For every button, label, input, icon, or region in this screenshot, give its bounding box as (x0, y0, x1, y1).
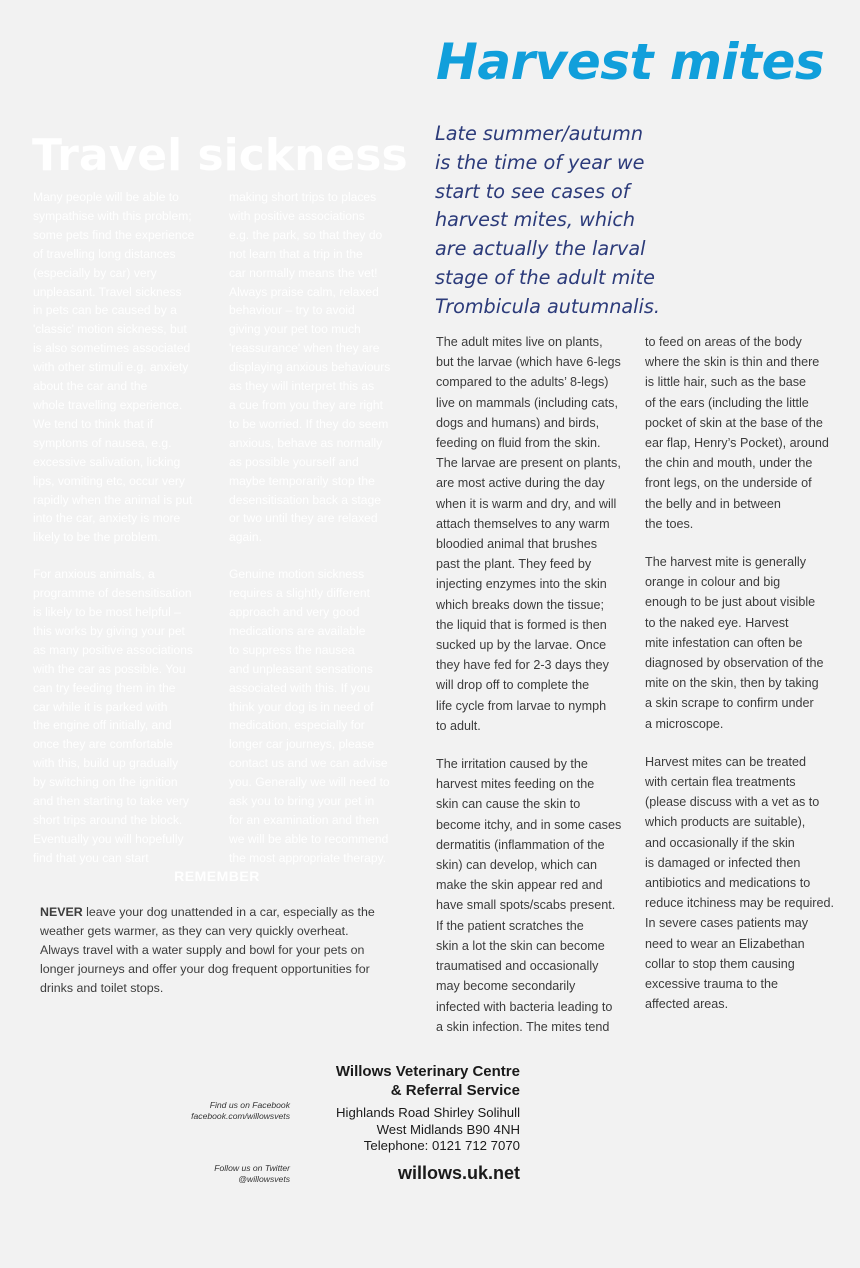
travel-paragraph-positive-trips-line: 'reassurance' when they are (229, 341, 380, 356)
harvest-paragraph-adult-mites-line: live on mammals (including cats, (436, 395, 618, 410)
harvest-paragraph-irritation-line: make the skin appear red and (436, 878, 603, 893)
travel-paragraph-desensitisation-line: by switching on the ignition (33, 775, 178, 790)
travel-paragraph-positive-trips-line: maybe temporarily stop the (229, 473, 375, 488)
travel-paragraph-causes-line: is also sometimes associated (33, 341, 191, 356)
harvest-paragraph-treatment-line: Harvest mites can be treated (645, 754, 806, 769)
harvest-paragraph-adult-mites-line: The adult mites live on plants, (436, 335, 603, 349)
remember-note-line-1: NEVER leave your dog unattended in a car, especially as the (40, 905, 375, 919)
travel-paragraph-positive-trips-line: making short trips to places (229, 190, 377, 204)
travel-paragraph-positive-trips (229, 188, 409, 547)
harvest-paragraph-irritation-line: harvest mites feeding on the (436, 777, 595, 792)
travel-paragraph-causes-line: into the car, anxiety is more (33, 511, 181, 526)
harvest-paragraph-feeding-areas-line: to feed on areas of the body (645, 335, 802, 349)
travel-paragraph-causes-line: some pets find the experience (33, 227, 195, 242)
harvest-paragraph-adult-mites-line: to adult. (436, 718, 481, 733)
travel-paragraph-positive-trips-line: with positive associations (229, 208, 365, 223)
travel-paragraph-desensitisation-line: with this, build up gradually (33, 756, 179, 771)
harvest-paragraph-feeding-areas-line: ear flap, Henry’s Pocket), around (645, 436, 829, 451)
never-emphasis: NEVER (40, 905, 83, 919)
travel-paragraph-positive-trips-line: Always praise calm, relaxed (229, 284, 379, 299)
website-link[interactable]: willows.uk.net (397, 1163, 520, 1183)
harvest-paragraph-adult-mites (436, 332, 636, 736)
twitter-info (214, 1163, 290, 1184)
remember-note-line-4: longer journeys and offer your dog frequent opportunities for (40, 962, 370, 976)
harvest-paragraph-treatment-line: and occasionally if the skin (645, 835, 795, 850)
harvest-mites-intro-line: stage of the adult mite (435, 265, 655, 289)
travel-paragraph-desensitisation-line: this works by giving your pet (33, 623, 185, 638)
harvest-mites-intro-line: Trombicula autumnalis. (435, 294, 660, 318)
travel-paragraph-desensitisation-line: can try feeding them in the (33, 680, 176, 695)
harvest-paragraph-adult-mites-line: compared to the adults’ 8-legs) (436, 375, 609, 390)
travel-paragraph-positive-trips-line: e.g. the park, so that they do (229, 227, 383, 242)
travel-paragraph-desensitisation-line: car while it is parked with (33, 699, 168, 714)
harvest-paragraph-adult-mites-line: attach themselves to any warm (436, 516, 610, 531)
harvest-paragraph-adult-mites-line: are most active during the day (436, 476, 605, 491)
travel-paragraph-causes-line: of travelling long distances (33, 246, 176, 261)
travel-paragraph-positive-trips-line: to be worried. If they do seem (229, 416, 389, 431)
travel-paragraph-positive-trips-line: behaviour – try to avoid (229, 303, 355, 318)
harvest-paragraph-appearance-line: enough to be just about visible (645, 595, 816, 610)
travel-paragraph-desensitisation-line: and then starting to take very (33, 794, 189, 809)
harvest-paragraph-treatment-line: is damaged or infected then (645, 855, 801, 870)
harvest-paragraph-feeding-areas (645, 332, 855, 534)
travel-paragraph-medication-line: to suppress the nausea (229, 642, 355, 657)
harvest-paragraph-appearance-line: to the naked eye. Harvest (645, 615, 789, 630)
travel-paragraph-positive-trips-line: desensitisation back a stage (229, 492, 381, 507)
practice-name: Willows Veterinary Centre & Referral Service (335, 1063, 520, 1099)
harvest-paragraph-irritation-line: dermatitis (inflammation of the (436, 837, 605, 852)
harvest-paragraph-feeding-areas-line: front legs, on the underside of (645, 476, 812, 491)
travel-paragraph-medication-line: ask you to bring your pet in (229, 794, 375, 809)
travel-paragraph-positive-trips-line: again. (229, 530, 262, 545)
harvest-mites-intro-line: is the time of year we (435, 150, 645, 174)
travel-paragraph-causes-line: unpleasant. Travel sickness (33, 284, 182, 299)
remember-note-line-3: Always travel with a water supply and bowl for your pets on (40, 943, 365, 957)
harvest-paragraph-treatment-line: affected areas. (645, 997, 729, 1012)
travel-paragraph-positive-trips-line: anxious, behave as normally (229, 435, 383, 450)
travel-paragraph-causes-line: excessive salivation, licking (33, 454, 181, 469)
remember-note (40, 903, 420, 998)
harvest-paragraph-irritation-line: skin can cause the skin to (436, 797, 581, 812)
travel-paragraph-desensitisation-line: as many positive associations (33, 642, 193, 657)
address-street: Highlands Road Shirley Solihull (336, 1105, 520, 1120)
harvest-paragraph-treatment (645, 752, 855, 1015)
harvest-paragraph-appearance (645, 552, 855, 734)
harvest-column-left (436, 332, 636, 1037)
travel-paragraph-medication-line: contact us and we can advise (229, 756, 388, 771)
travel-paragraph-causes-line: about the car and the (33, 379, 148, 394)
travel-paragraph-medication-line: for an examination and then (229, 813, 379, 827)
travel-paragraph-desensitisation-line: For anxious animals, a (33, 567, 155, 582)
travel-paragraph-causes-line: likely to be the problem. (33, 530, 161, 545)
harvest-paragraph-treatment-line: reduce itchiness may be required. (645, 896, 835, 911)
travel-paragraph-causes-line: with other stimuli e.g. anxiety (33, 360, 189, 375)
harvest-paragraph-treatment-line: In severe cases patients may (645, 916, 809, 931)
travel-paragraph-desensitisation-line: with the car as possible. You (33, 661, 186, 676)
facebook-link[interactable]: facebook.com/willowsvets (191, 1110, 290, 1121)
harvest-mites-intro-line: are actually the larval (435, 237, 646, 261)
harvest-column-right (645, 332, 855, 1015)
travel-column-left (33, 188, 218, 868)
harvest-mites-title: Harvest mites (436, 33, 825, 91)
travel-paragraph-medication-line: Genuine motion sickness (229, 567, 365, 582)
travel-paragraph-causes-line: sympathise with this problem; (33, 208, 192, 223)
harvest-paragraph-appearance-line: diagnosed by observation of the (645, 656, 824, 671)
harvest-paragraph-appearance-line: a microscope. (645, 716, 724, 731)
travel-paragraph-desensitisation-line: programme of desensitisation (33, 586, 192, 601)
facebook-label: Find us on Facebook (209, 1100, 290, 1110)
harvest-paragraph-treatment-line: need to wear an Elizabethan (645, 936, 805, 951)
harvest-paragraph-feeding-areas-line: the chin and mouth, under the (645, 456, 813, 471)
harvest-paragraph-appearance-line: a skin scrape to confirm under (645, 696, 814, 711)
travel-paragraph-medication (229, 565, 409, 868)
travel-column-right (229, 188, 409, 868)
travel-paragraph-medication-line: medication, especially for (229, 718, 365, 733)
practice-address (336, 1105, 520, 1155)
travel-paragraph-desensitisation-line: is likely to be most helpful – (33, 605, 181, 620)
harvest-paragraph-adult-mites-line: will drop off to complete the (436, 678, 590, 693)
harvest-paragraph-adult-mites-line: but the larvae (which have 6-legs (436, 355, 621, 370)
harvest-paragraph-treatment-line: which products are suitable), (645, 815, 806, 830)
harvest-paragraph-feeding-areas-line: the belly and in between (645, 496, 781, 511)
travel-paragraph-causes-line: (especially by car) very (33, 265, 157, 280)
harvest-mites-intro-line: harvest mites, which (435, 208, 636, 232)
remember-note-line-5: drinks and toilet stops. (40, 981, 164, 995)
harvest-paragraph-feeding-areas-line: is little hair, such as the base (645, 375, 807, 390)
harvest-paragraph-adult-mites-line: sucked up by the larvae. Once (436, 638, 607, 653)
harvest-paragraph-irritation-line: traumatised and occasionally (436, 959, 599, 974)
travel-paragraph-causes-line: Many people will be able to (33, 190, 179, 204)
travel-paragraph-causes-line: in pets can be caused by a (33, 303, 177, 318)
travel-paragraph-causes-line: rapidly when the animal is put (33, 492, 193, 507)
facebook-info (191, 1100, 290, 1121)
travel-paragraph-positive-trips-line: or two until they are relaxed (229, 511, 378, 526)
twitter-link[interactable]: @willowsvets (238, 1173, 290, 1184)
travel-paragraph-medication-line: think your dog is in need of (229, 699, 374, 714)
travel-paragraph-positive-trips-line: car normally means the vet! (229, 265, 378, 280)
harvest-paragraph-adult-mites-line: The larvae are present on plants, (436, 456, 621, 471)
travel-paragraph-medication-line: approach and very good (229, 605, 360, 620)
harvest-paragraph-irritation-line: infected with bacteria leading to (436, 999, 613, 1014)
harvest-paragraph-appearance-line: mite infestation can often be (645, 635, 803, 650)
harvest-paragraph-irritation-line: skin a lot the skin can become (436, 938, 605, 953)
travel-paragraph-desensitisation-line: once they are comfortable (33, 737, 173, 752)
travel-paragraph-desensitisation-line: short trips around the block. (33, 813, 183, 827)
travel-paragraph-medication-line: associated with this. If you (229, 680, 371, 695)
travel-paragraph-causes-line: symptoms of nausea, e.g. (33, 435, 172, 450)
harvest-paragraph-appearance-line: The harvest mite is generally (645, 555, 806, 570)
harvest-paragraph-feeding-areas-line: pocket of skin at the base of the (645, 415, 823, 430)
travel-paragraph-medication-line: medications are available (229, 623, 366, 638)
harvest-paragraph-treatment-line: excessive trauma to the (645, 977, 778, 992)
travel-paragraph-medication-line: you. Generally we will need to (229, 775, 390, 790)
travel-paragraph-positive-trips-line: a cue from you they are right (229, 397, 383, 412)
travel-paragraph-positive-trips-line: as possible yourself and (229, 454, 359, 469)
harvest-paragraph-feeding-areas-line: the toes. (645, 516, 694, 531)
remember-heading: REMEMBER (174, 868, 260, 884)
harvest-mites-intro (435, 120, 660, 322)
harvest-paragraph-adult-mites-line: which breaks down the tissue; (436, 597, 605, 612)
travel-paragraph-causes-line: We tend to think that if (33, 416, 154, 431)
travel-paragraph-desensitisation-line: find that you can start (33, 850, 149, 865)
travel-paragraph-positive-trips-line: as they will interpret this as (229, 379, 375, 394)
remember-note-line-2: weather gets warmer, as they can very quickly overheat. (40, 924, 349, 938)
harvest-paragraph-appearance-line: orange in colour and big (645, 575, 781, 590)
harvest-paragraph-adult-mites-line: bloodied animal that brushes (436, 537, 598, 552)
harvest-mites-intro-line: start to see cases of (435, 179, 630, 203)
harvest-paragraph-irritation-line: skin) can develop, which can (436, 858, 598, 873)
harvest-paragraph-treatment-line: with certain flea treatments (645, 775, 796, 790)
harvest-paragraph-adult-mites-line: when it is warm and dry, and will (436, 496, 617, 511)
travel-paragraph-medication-line: we will be able to recommend (229, 831, 389, 846)
harvest-paragraph-adult-mites-line: dogs and humans) and birds, (436, 415, 600, 430)
harvest-paragraph-appearance-line: mite on the skin, then by taking (645, 676, 819, 691)
travel-paragraph-causes-line: whole travelling experience. (33, 397, 183, 412)
travel-paragraph-desensitisation (33, 565, 218, 868)
harvest-paragraph-adult-mites-line: feeding on fluid from the skin. (436, 436, 601, 451)
twitter-label: Follow us on Twitter (214, 1163, 290, 1173)
address-region: West Midlands B90 4NH (376, 1121, 520, 1137)
travel-paragraph-causes-line: lips, vomiting etc, occur very (33, 473, 185, 488)
harvest-paragraph-adult-mites-line: the liquid that is formed is then (436, 617, 607, 632)
telephone: Telephone: 0121 712 7070 (363, 1138, 520, 1153)
harvest-paragraph-irritation-line: become itchy, and in some cases (436, 817, 622, 832)
travel-paragraph-positive-trips-line: not learn that a trip in the (229, 246, 363, 261)
harvest-paragraph-adult-mites-line: they have fed for 2-3 days they (436, 658, 609, 673)
travel-paragraph-positive-trips-line: giving your pet too much (229, 322, 361, 337)
travel-sickness-title: Travel sickness (32, 130, 408, 181)
travel-paragraph-medication-line: and unpleasant sensations (229, 661, 373, 676)
travel-paragraph-desensitisation-line: Eventually you will hopefully (33, 831, 184, 846)
harvest-paragraph-irritation-line: The irritation caused by the (436, 757, 588, 772)
harvest-mites-intro-line: Late summer/autumn (435, 122, 644, 145)
harvest-paragraph-adult-mites-line: injecting enzymes into the skin (436, 577, 607, 592)
harvest-paragraph-treatment-line: collar to stop them causing (645, 956, 795, 971)
harvest-paragraph-irritation-line: may become secondarily (436, 979, 576, 994)
harvest-paragraph-irritation-line: a skin infection. The mites tend (436, 1019, 610, 1034)
harvest-paragraph-irritation-line: have small spots/scabs present. (436, 898, 616, 913)
harvest-paragraph-irritation (436, 754, 636, 1037)
travel-paragraph-desensitisation-line: the engine off initially, and (33, 718, 172, 733)
travel-paragraph-positive-trips-line: displaying anxious behaviours (229, 360, 391, 375)
travel-paragraph-medication-line: requires a slightly different (229, 586, 370, 601)
travel-paragraph-medication-line: longer car journeys, please (229, 737, 375, 752)
harvest-paragraph-irritation-line: If the patient scratches the (436, 918, 584, 933)
travel-paragraph-causes-line: 'classic' motion sickness, but (33, 322, 187, 337)
travel-paragraph-medication-line: the most appropriate therapy. (229, 850, 387, 865)
harvest-paragraph-adult-mites-line: past the plant. They feed by (436, 557, 592, 572)
harvest-paragraph-feeding-areas-line: of the ears (including the little (645, 395, 809, 410)
harvest-paragraph-feeding-areas-line: where the skin is thin and there (645, 355, 820, 370)
harvest-paragraph-treatment-line: (please discuss with a vet as to (645, 795, 820, 810)
harvest-paragraph-adult-mites-line: life cycle from larvae to nymph (436, 698, 607, 713)
harvest-paragraph-treatment-line: antibiotics and medications to (645, 876, 811, 891)
travel-paragraph-causes (33, 188, 218, 547)
